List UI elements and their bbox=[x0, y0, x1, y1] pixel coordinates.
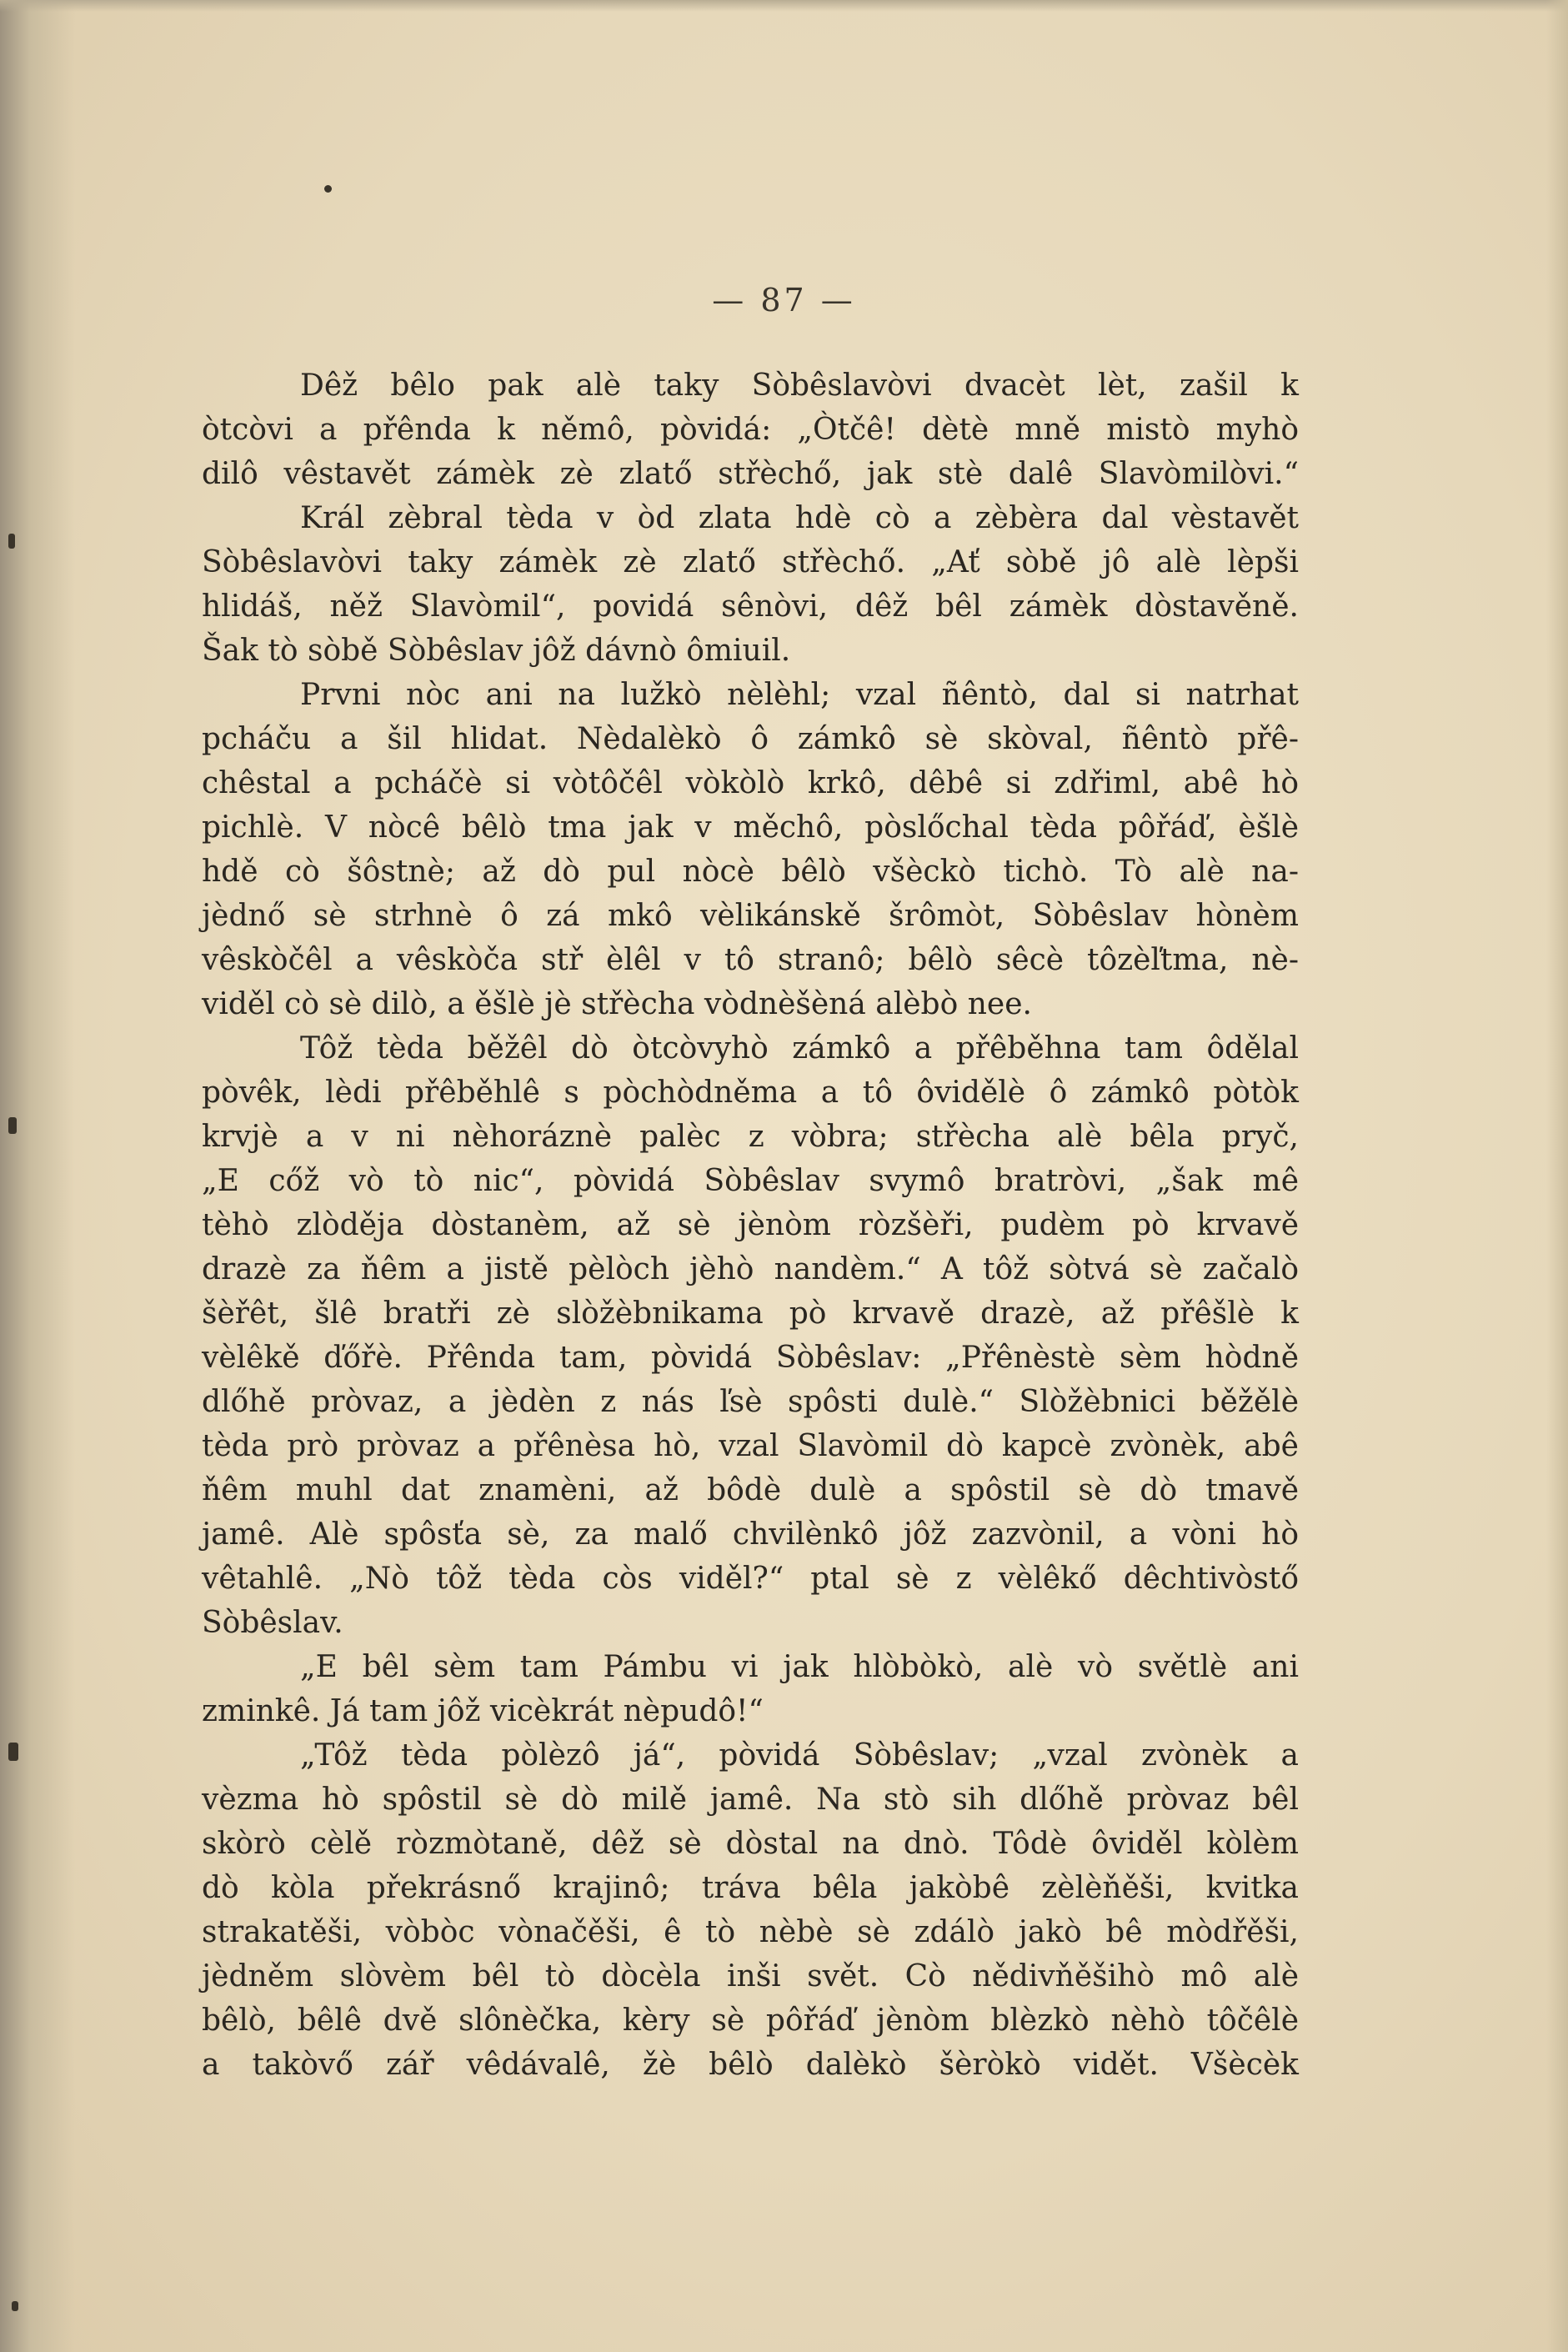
text-line: Dêž bêlo pak alè taky Sòbêslavòvi dvacèt lèt, zašil k bbox=[300, 369, 1299, 403]
text-line: šèřêt, šlê bratři zè slòžèbnikama pò krvavě drazè, až přêšlè k bbox=[202, 1296, 1299, 1331]
text-line: dò kòla překrásnő krajinô; tráva bêla jakòbê zèlèňěši, kvitka bbox=[202, 1871, 1299, 1905]
text-line: „Tôž tèda pòlèzô já“, pòvidá Sòbêslav; „vzal zvònèk a bbox=[300, 1738, 1299, 1773]
ink-spot bbox=[324, 185, 332, 193]
text-line: vèzma hò spôstil sè dò milě jamê. Na stò sih dlőhě pròvaz bêl bbox=[202, 1783, 1299, 1817]
text-line: Sòbêslav. bbox=[202, 1606, 343, 1640]
binding-shadow bbox=[0, 0, 75, 2352]
text-line: skòrò cèlě ròzmòtaně, dêž sè dòstal na dnò. Tôdè ôviděl kòlèm bbox=[202, 1827, 1299, 1861]
text-line: ňêm muhl dat znamèni, až bôdè dulè a spôstil sè dò tmavě bbox=[202, 1473, 1299, 1507]
margin-mark bbox=[8, 1117, 17, 1134]
text-line: „E cőž vò tò nic“, pòvidá Sòbêslav svymô bratròvi, „šak mê bbox=[202, 1164, 1299, 1198]
text-line: Tôž tèda běžêl dò òtcòvyhò zámkô a přêběhna tam ôdělal bbox=[300, 1031, 1299, 1066]
text-line: viděl cò sè dilò, a ěšlè jè střècha vòdnèšèná alèbò nee. bbox=[202, 987, 1032, 1021]
text-line: „E bêl sèm tam Pámbu vi jak hlòbòkò, alè vò světlè ani bbox=[300, 1650, 1299, 1684]
text-line: òtcòvi a přênda k němô, pòvidá: „Òtčê! dètè mně mistò myhò bbox=[202, 413, 1299, 447]
text-line: vèlêkě ďőřè. Přênda tam, pòvidá Sòbêslav: „Přênèstè sèm hòdně bbox=[202, 1341, 1299, 1375]
text-line: dlőhě pròvaz, a jèdèn z nás ľsè spôsti dulè.“ Slòžèbnici běžělè bbox=[202, 1385, 1299, 1419]
text-line: tèhò zlòděja dòstanèm, až sè jènòm ròzšèři, pudèm pò krvavě bbox=[202, 1208, 1299, 1242]
text-line: pòvêk, lèdi přêběhlê s pòchòdněma a tô ôvidělè ô zámkô pòtòk bbox=[202, 1076, 1299, 1110]
text-line: dilô vêstavět zámèk zè zlatő střèchő, jak stè dalê Slavòmilòvi.“ bbox=[202, 457, 1299, 491]
text-line: pichlè. V nòcê bêlò tma jak v měchô, pòslőchal tèda pôřáď, èšlè bbox=[202, 810, 1299, 845]
text-line: strakatěši, vòbòc vònačěši, ê tò nèbè sè zdálò jakò bê mòdřěši, bbox=[202, 1915, 1299, 1949]
body-text bbox=[202, 364, 1299, 2087]
text-line: tèda prò pròvaz a přênèsa hò, vzal Slavòmil dò kapcè zvònèk, abê bbox=[202, 1429, 1299, 1463]
text-line: Král zèbral tèda v òd zlata hdè cò a zèbèra dal vèstavět bbox=[300, 501, 1299, 535]
text-line: krvjè a v ni nèhoráznè palèc z vòbra; střècha alè bêla pryč, bbox=[202, 1120, 1299, 1154]
text-line: chêstal a pcháčè si vòtôčêl vòkòlò krkô, dêbê si zdřiml, abê hò bbox=[202, 766, 1299, 800]
text-line: Sòbêslavòvi taky zámèk zè zlatő střèchő. „Ať sòbě jô alè lèpši bbox=[202, 545, 1299, 579]
text-line: bêlò, bêlê dvě slônèčka, kèry sè pôřáď jènòm blèzkò nèhò tôčêlè bbox=[202, 2003, 1299, 2038]
text-line: Šak tò sòbě Sòbêslav jôž dávnò ômiuil. bbox=[202, 634, 791, 668]
text-line: hdě cò šôstnè; až dò pul nòcè bêlò všèckò tichò. Tò alè na- bbox=[202, 855, 1299, 889]
text-line: Prvni nòc ani na lužkò nèlèhl; vzal ñêntò, dal si natrhat bbox=[300, 678, 1299, 712]
top-edge-shadow bbox=[0, 0, 1568, 12]
text-line: vêtahlê. „Nò tôž tèda còs viděl?“ ptal sè z vèlêkő dêchtivòstő bbox=[202, 1562, 1299, 1596]
text-line: vêskòčêl a vêskòča stř èlêl v tô stranô; bêlò sêcè tôzèľtma, nè- bbox=[202, 943, 1299, 977]
right-edge-shadow bbox=[1546, 0, 1568, 2352]
page-number: — 87 — bbox=[712, 282, 856, 318]
margin-mark bbox=[8, 1743, 18, 1761]
text-line: jèdněm slòvèm bêl tò dòcèla inši svět. Cò nědivňěšihò mô alè bbox=[202, 1959, 1299, 1993]
text-line: zminkê. Já tam jôž vicèkrát nèpudô!“ bbox=[202, 1694, 764, 1728]
text-line: jamê. Alè spôsťa sè, za malő chvilènkô jôž zazvònil, a vòni hò bbox=[202, 1517, 1299, 1552]
text-line: drazè za ňêm a jistě pèlòch jèhò nandèm.“ A tôž sòtvá sè začalò bbox=[202, 1252, 1299, 1286]
text-line: hlidáš, něž Slavòmil“, povidá sênòvi, dêž bêl zámèk dòstavěně. bbox=[202, 589, 1299, 624]
text-line: pcháču a šil hlidat. Nèdalèkò ô zámkô sè skòval, ñêntò přê- bbox=[202, 722, 1299, 756]
text-line: jèdnő sè strhnè ô zá mkô vèlikánskě šrômòt, Sòbêslav hònèm bbox=[202, 899, 1299, 933]
margin-mark bbox=[12, 2301, 18, 2311]
text-line: a takòvő zář vêdávalê, žè bêlò dalèkò šèròkò vidět. Všècèk bbox=[202, 2048, 1299, 2082]
margin-mark bbox=[8, 534, 15, 549]
